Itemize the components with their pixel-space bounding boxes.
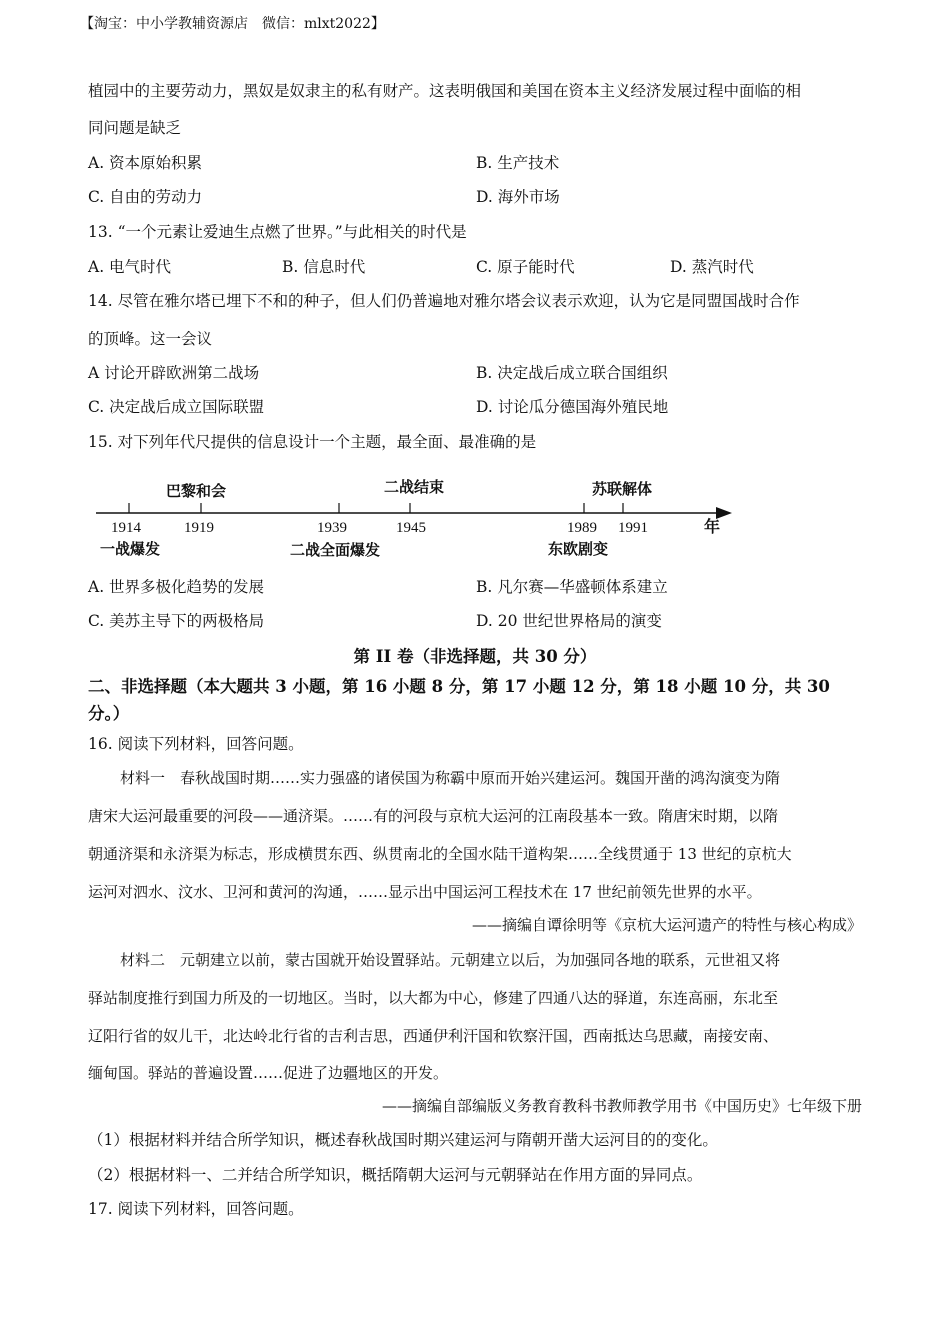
material2-line4: 缅甸国。驿站的普遍设置……促进了边疆地区的开发。: [88, 1064, 449, 1082]
q13-option-c: C. 原子能时代: [476, 258, 575, 276]
q13-option-b: B. 信息时代: [282, 258, 366, 276]
q15-option-a: A. 世界多极化趋势的发展: [88, 578, 265, 596]
timeline-arrow-icon: [716, 507, 732, 519]
q14-option-a: A 讨论开辟欧洲第二战场: [88, 364, 260, 382]
q14-option-b: B. 决定战后成立联合国组织: [476, 364, 668, 382]
year-1939: 1939: [317, 520, 347, 536]
year-1989: 1989: [567, 520, 597, 536]
material1-line1: 材料一 春秋战国时期……实力强盛的诸侯国为称霸中原而开始兴建运河。魏国开凿的鸿沟演变为隋: [120, 769, 781, 787]
q13-option-d: D. 蒸汽时代: [670, 258, 754, 276]
q13-option-a: A. 电气时代: [88, 258, 172, 276]
header-watermark: 【淘宝：中小学教辅资源店 微信：mlxt2022】: [80, 16, 385, 32]
timeline-figure: [0, 470, 950, 570]
q15-option-d: D. 20 世纪世界格局的演变: [476, 612, 662, 630]
q14-line2: 的顶峰。这一会议: [88, 330, 213, 348]
label-ww2-full-outbreak: 二战全面爆发: [290, 541, 381, 559]
label-ussr-dissolution: 苏联解体: [592, 480, 653, 498]
volume-title: 第 II 卷（非选择题，共 30 分）: [353, 647, 597, 666]
q12-line2: 同问题是缺乏: [88, 119, 182, 137]
section-heading-line1: 二、非选择题（本大题共 3 小题，第 16 小题 8 分，第 17 小题 12 分，第 18 小题 10 分，共 30: [88, 677, 830, 696]
material1-line4: 运河对泗水、汶水、卫河和黄河的沟通，……显示出中国运河工程技术在 17 世纪前领先世界的水平。: [88, 883, 762, 901]
year-1914: 1914: [111, 520, 141, 536]
q16-sub-question-1: （1）根据材料并结合所学知识，概述春秋战国时期兴建运河与隋朝开凿大运河目的的变化。: [88, 1131, 718, 1149]
q12-option-b: B. 生产技术: [476, 154, 560, 172]
material2-line3: 辽阳行省的奴儿干，北达岭北行省的吉利吉思，西通伊利汗国和钦察汗国，西南抵达乌思藏，南接安南、: [88, 1027, 779, 1045]
material2-source: ——摘编自部编版义务教育教科书教师教学用书《中国历史》七年级下册: [381, 1097, 862, 1115]
year-1919: 1919: [184, 520, 214, 536]
q12-option-d: D. 海外市场: [476, 188, 560, 206]
q15-stem: 15. 对下列年代尺提供的信息设计一个主题，最全面、最准确的是: [88, 433, 537, 451]
q12-line1: 植园中的主要劳动力，黑奴是奴隶主的私有财产。这表明俄国和美国在资本主义经济发展过程中面临的相: [88, 82, 802, 100]
q14-option-d: D. 讨论瓜分德国海外殖民地: [476, 398, 669, 416]
material2-line1: 材料二 元朝建立以前，蒙古国就开始设置驿站。元朝建立以后，为加强同各地的联系，元世祖又将: [120, 951, 781, 969]
label-ww2-end: 二战结束: [384, 478, 445, 496]
q14-line1: 14. 尽管在雅尔塔已埋下不和的种子，但人们仍普遍地对雅尔塔会议表示欢迎，认为它是同盟国战时合作: [88, 292, 800, 310]
material1-line2: 唐宋大运河最重要的河段——通济渠。……有的河段与京杭大运河的江南段基本一致。隋唐宋时期，以隋: [88, 807, 779, 825]
material1-source: ——摘编自谭徐明等《京杭大运河遗产的特性与核心构成》: [471, 916, 862, 934]
year-1991: 1991: [618, 520, 648, 536]
material2-line2: 驿站制度推行到国力所及的一切地区。当时，以大都为中心，修建了四通八达的驿道，东连高丽，东北至: [88, 989, 779, 1007]
label-ww1-outbreak: 一战爆发: [100, 540, 161, 558]
material1-line3: 朝通济渠和永济渠为标志，形成横贯东西、纵贯南北的全国水陆干道构架……全线贯通于 13 世纪的京杭大: [88, 845, 792, 863]
q14-option-c: C. 决定战后成立国际联盟: [88, 398, 265, 416]
q12-option-c: C. 自由的劳动力: [88, 188, 203, 206]
q13-stem: 13. “一个元素让爱迪生点燃了世界。”与此相关的时代是: [88, 223, 467, 241]
q15-option-b: B. 凡尔赛—华盛顿体系建立: [476, 578, 668, 596]
label-paris-conference: 巴黎和会: [166, 482, 227, 500]
q16-stem: 16. 阅读下列材料，回答问题。: [88, 735, 304, 753]
q15-option-c: C. 美苏主导下的两极格局: [88, 612, 265, 630]
unit-year: 年: [704, 519, 721, 536]
year-1945: 1945: [396, 520, 426, 536]
section-heading-line2: 分。）: [88, 704, 130, 723]
q17-stem: 17. 阅读下列材料，回答问题。: [88, 1200, 304, 1218]
q12-option-a: A. 资本原始积累: [88, 154, 203, 172]
q16-sub-question-2: （2）根据材料一、二并结合所学知识，概括隋朝大运河与元朝驿站在作用方面的异同点。: [88, 1166, 703, 1184]
label-eastern-europe-upheaval: 东欧剧变: [548, 540, 609, 558]
